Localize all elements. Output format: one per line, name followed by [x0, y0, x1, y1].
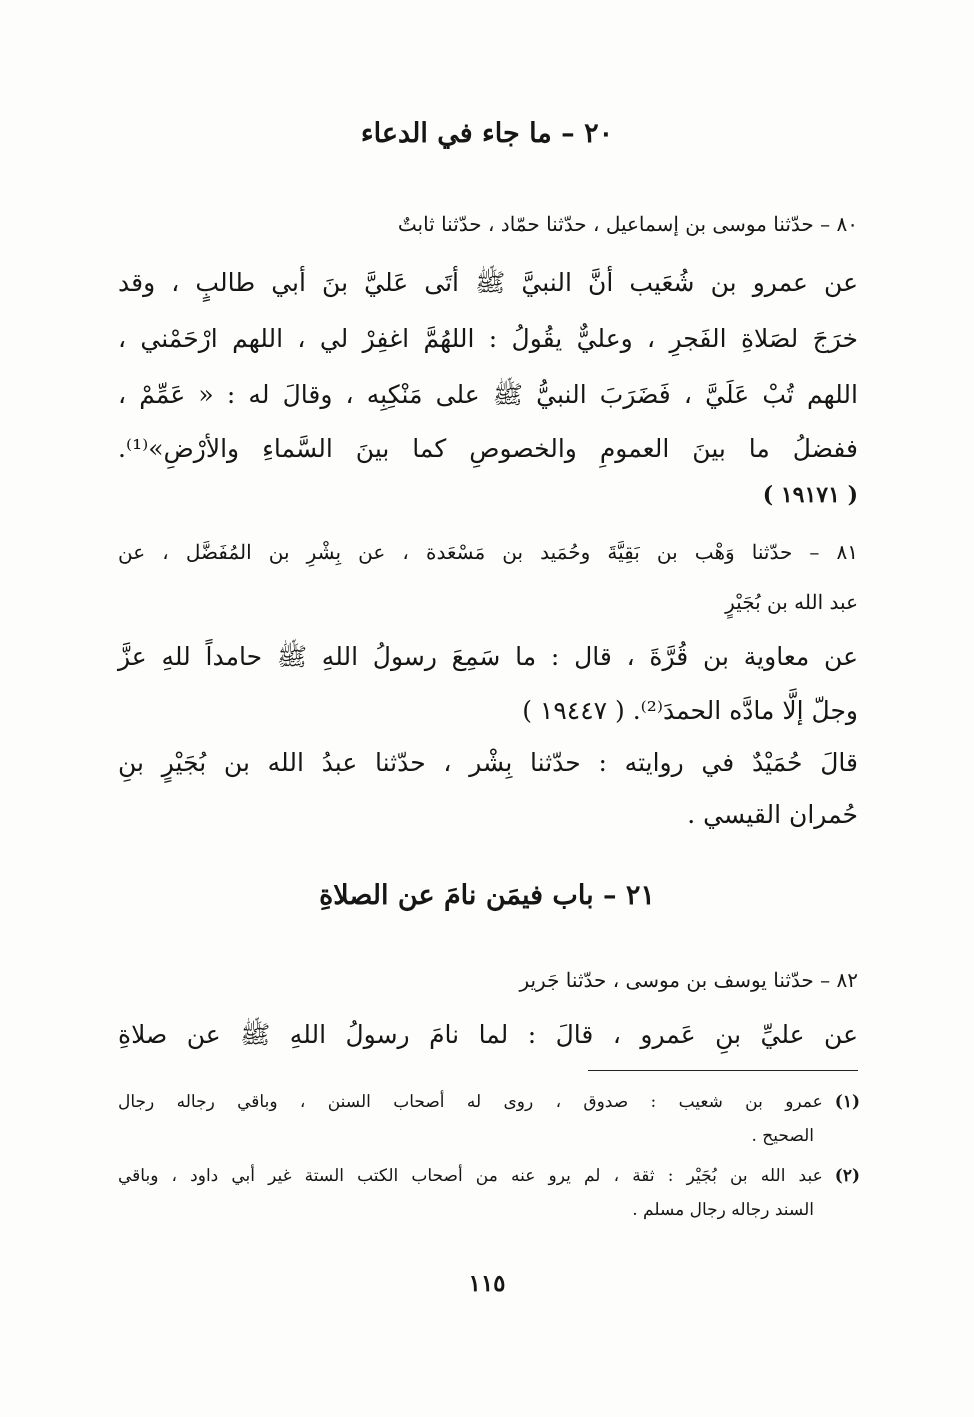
hadith-81-note-line-1: قالَ حُمَيْدٌ في روايته : حدّثنا بِشْر ، حدّثنا عبدُ الله بن بُجَيْرٍ بنِ — [118, 748, 858, 777]
hadith-81-note-line-2: حُمران القيسي . — [687, 800, 858, 829]
hadith-80-line-1: عن عمرو بن شُعَيب أنَّ النبيَّ ﷺ أتَى عَليَّ بنَ أبي طالبٍ ، وقد — [118, 268, 858, 297]
section-heading-21: ٢١ – باب فيمَن نامَ عن الصلاةِ — [319, 880, 655, 911]
footnote-1-continuation: الصحيح . — [751, 1126, 814, 1146]
hadith-80-reference: ( ١٩١٧١ ) — [762, 482, 858, 508]
footnote-1-number: (١) — [834, 1092, 860, 1112]
hadith-80-line-3: اللهم تُبْ عَلَيَّ ، فَضَرَبَ النبيُّ ﷺ على مَنْكِبِه ، وقالَ له : « عَمِّمْ ، — [118, 380, 858, 409]
hadith-80-isnad: ٨٠ – حدّثنا موسى بن إسماعيل ، حدّثنا حمّاد ، حدّثنا ثابتٌ — [397, 212, 858, 236]
footnote-1 — [118, 1092, 860, 1112]
hadith-81-isnad-line-2: عبد الله بن بُجَيْرٍ — [725, 590, 858, 614]
section-heading-20: ٢٠ – ما جاء في الدعاء — [360, 118, 614, 149]
footnote-2-number: (٢) — [834, 1166, 860, 1186]
page-number: ١١٥ — [468, 1270, 506, 1297]
hadith-80-line-2: خرَجَ لصَلاةِ الفَجرِ ، وعليٌّ يقُولُ : اللهُمَّ اغفِرْ لي ، اللهم ارْحَمْني ، — [118, 324, 858, 353]
footnote-1-text: عمرو بن شعيب : صدوق ، روى له أصحاب السنن ، وباقي رجاله رجال — [118, 1092, 823, 1112]
footnote-2 — [118, 1166, 860, 1186]
hadith-82-line-1: عن عليِّ بنِ عَمرو ، قالَ : لما نامَ رسولُ اللهِ ﷺ عن صلاةِ — [118, 1020, 858, 1049]
footnote-separator — [588, 1070, 858, 1071]
hadith-81-line-1: عن معاوية بن قُرَّةَ ، قال : ما سَمِعَ رسولُ اللهِ ﷺ حامداً للهِ عزَّ — [118, 642, 858, 671]
hadith-81-isnad-line-1: ٨١ – حدّثنا وَهْب بن بَقِيَّةَ وحُمَيد بن مَسْعَدة ، عن بِشْرِ بن المُفَضَّل ، عن — [118, 540, 858, 564]
hadith-81-line-2: وجلّ إلَّا مادَّه الحمدَ⁽²⁾. ( ١٩٤٤٧ ) — [522, 696, 858, 725]
hadith-82-isnad: ٨٢ – حدّثنا يوسف بن موسى ، حدّثنا جَرير — [519, 968, 858, 992]
footnote-2-text: عبد الله بن بُجَيْر : ثقة ، لم يرو عنه من أصحاب الكتب الستة غير أبي داود ، وباقي — [118, 1166, 823, 1186]
hadith-80-line-4: ففضلُ ما بينَ العمومِ والخصوصِ كما بينَ السَّماءِ والأرْضِ»⁽¹⁾. — [118, 434, 858, 463]
footnote-2-continuation: السند رجاله رجال مسلم . — [632, 1200, 814, 1220]
